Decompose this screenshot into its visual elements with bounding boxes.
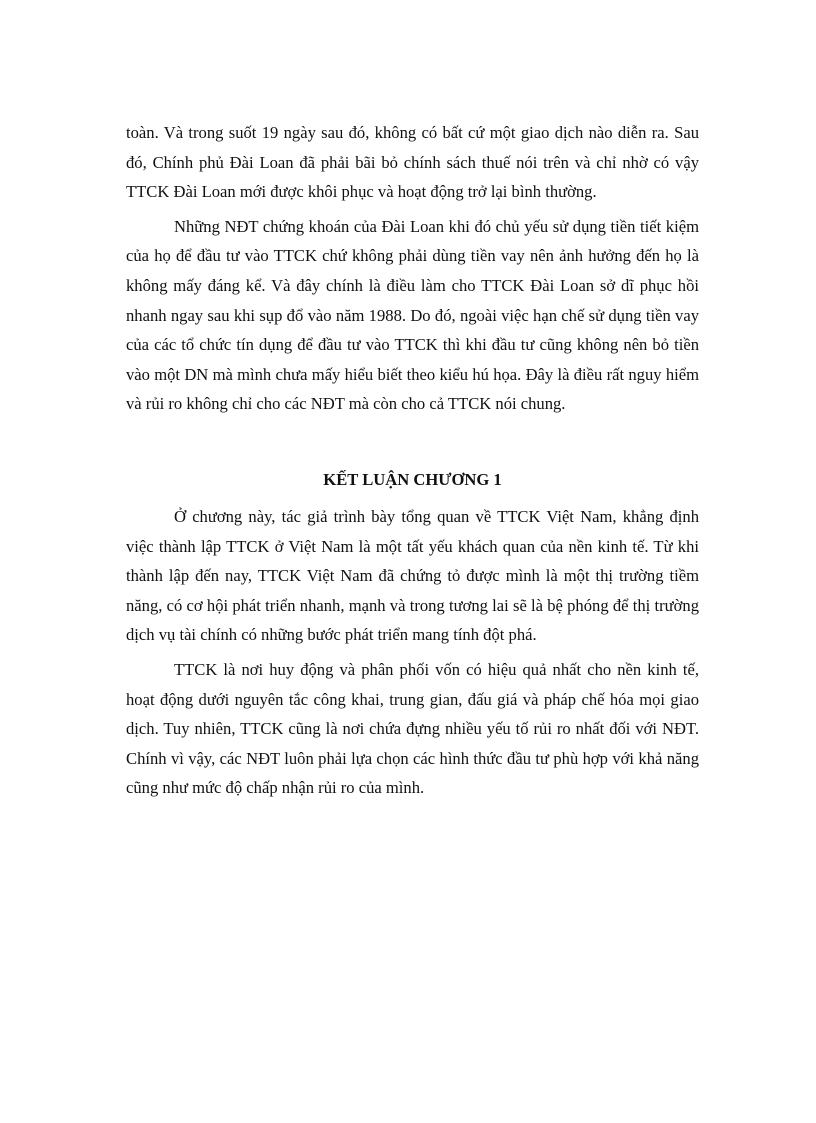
- paragraph-continuation: toàn. Và trong suốt 19 ngày sau đó, không có bất cứ một giao dịch nào diễn ra. Sau đó, Chính phủ Đài Loan đã phải bãi bỏ chính sách thuế nói trên và chỉ nhờ có vậy TTCK Đài Loan mới được khôi phục và hoạt động trở lại bình thường.: [126, 123, 699, 202]
- paragraph-taiwan-investors: Những NĐT chứng khoán của Đài Loan khi đó chủ yếu sử dụng tiền tiết kiệm của họ để đầu tư vào TTCK chứ không phải dùng tiền vay nên ảnh hưởng đến họ là không mấy đáng kể. Và đây chính là điều làm cho TTCK Đài Loan sở dĩ phục hồi nhanh ngay sau khi sụp đổ vào năm 1988. Do đó, ngoài việc hạn chế sử dụng tiền vay của các tổ chức tín dụng để đầu tư vào TTCK thì khi đầu tư cũng không nên bỏ tiền vào một DN mà mình chưa mấy hiểu biết theo kiểu hú họa. Đây là điều rất nguy hiểm và rủi ro không chỉ cho các NĐT mà còn cho cả TTCK nói chung.: [126, 216, 699, 414]
- document-page: [126, 118, 699, 808]
- paragraph-ttck-risk: TTCK là nơi huy động và phân phối vốn có hiệu quả nhất cho nền kinh tế, hoạt động dưới nguyên tắc công khai, trung gian, đấu giá và pháp chế hóa mọi giao dịch. Tuy nhiên, TTCK cũng là nơi chứa đựng nhiều yếu tố rủi ro nhất đối với NĐT. Chính vì vậy, các NĐT luôn phải lựa chọn các hình thức đầu tư phù hợp với khả năng cũng như mức độ chấp nhận rủi ro của mình.: [126, 659, 699, 798]
- section-heading: KẾT LUẬN CHƯƠNG 1: [323, 469, 502, 489]
- paragraph-chapter-summary: Ở chương này, tác giả trình bày tổng quan về TTCK Việt Nam, khẳng định việc thành lập TTCK ở Việt Nam là một tất yếu khách quan của nền kinh tế. Từ khi thành lập đến nay, TTCK Việt Nam đã chứng tỏ được mình là một thị trường tiềm năng, có cơ hội phát triển nhanh, mạnh và trong tương lai sẽ là bệ phóng để thị trường dịch vụ tài chính có những bước phát triển mang tính đột phá.: [126, 506, 699, 645]
